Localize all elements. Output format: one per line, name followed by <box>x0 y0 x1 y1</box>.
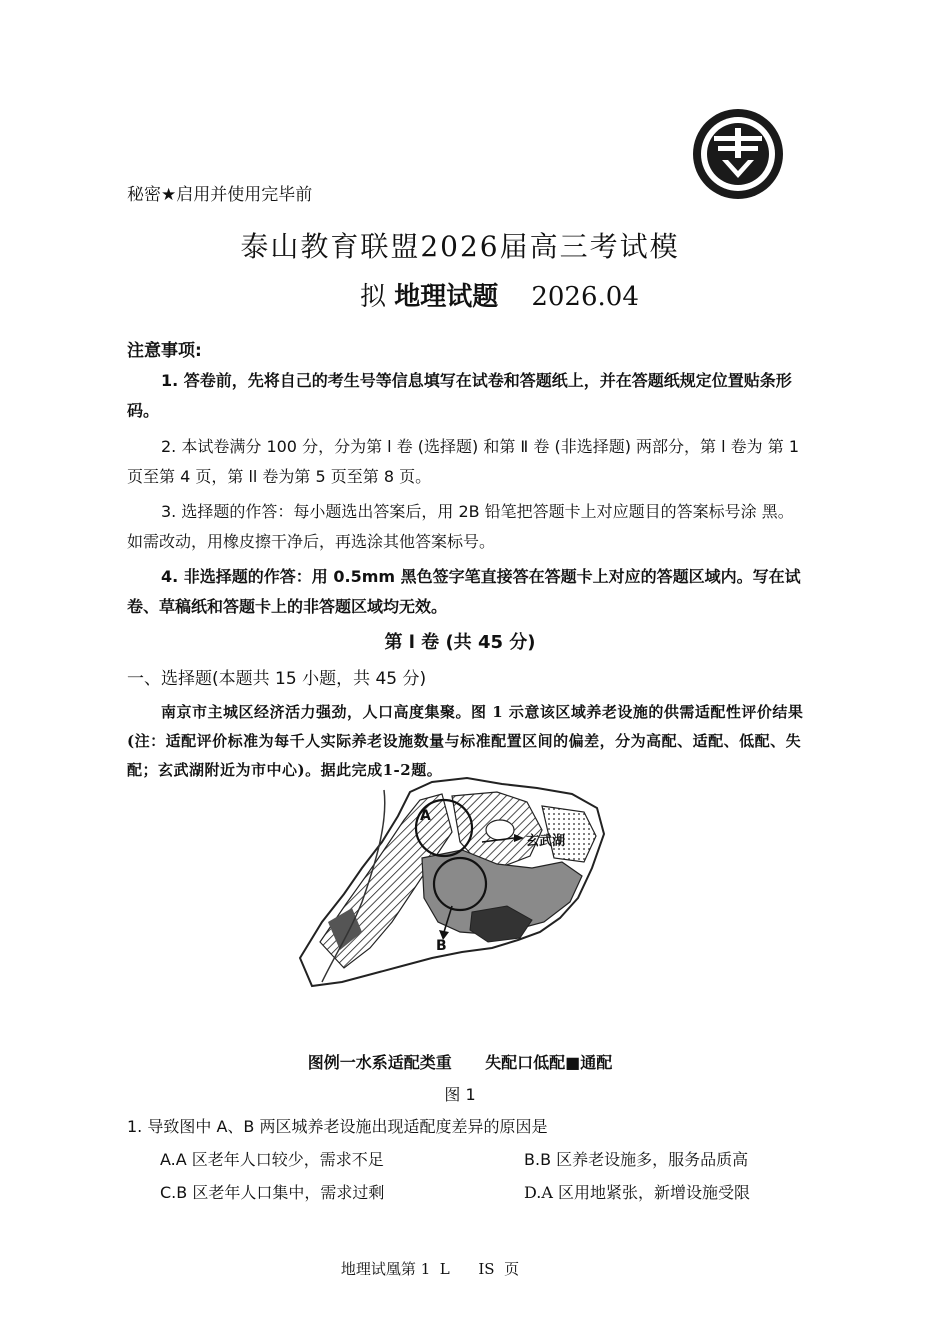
question-1-option-a: A.A 区老年人口较少，需求不足 <box>160 1150 384 1169</box>
page-footer: 地理试凰第 1 L IS 页 <box>340 1260 520 1278</box>
note-item-1: 1. 答卷前，先将自己的考生号等信息填写在试卷和答题纸上，并在答题纸规定位置贴条形码。 <box>127 371 792 420</box>
note-item-3: 3. 选择题的作答：每小题选出答案后，用 2B 铅笔把答题卡上对应题目的答案标号涂 黑。如需改动，用橡皮擦干净后，再选涂其他答案标号。 <box>127 502 794 551</box>
school-logo <box>692 108 784 200</box>
map-label-a: A <box>420 808 431 824</box>
title-prefix: 拟 <box>360 282 395 312</box>
confidential-label: 秘密★启用并使用完毕前 <box>127 185 313 205</box>
figure-caption: 图 1 <box>444 1085 476 1104</box>
question-1-option-b: B.B 区养老设施多，服务品质高 <box>524 1150 749 1169</box>
question-1-option-d: D.A 区用地紧张，新增设施受限 <box>524 1183 750 1202</box>
map-label-b: B <box>436 938 447 954</box>
subject-title: 地理试题 <box>394 282 499 312</box>
question-intro: 南京市主城区经济活力强劲，人口高度集聚。图 1 示意该区域养老设施的供需适配性评价结果(注：适配评价标准为每千人实际养老设施数量与标准配置区间的偏差，分为高配、适配、低配、失配；玄武湖附近为市中心)。据此完成1-2题。 <box>127 703 804 779</box>
map-label-lake: 玄武湖 <box>526 834 566 849</box>
part-heading: 第 l 卷 (共 45 分) <box>384 632 536 653</box>
nanjing-map-figure <box>292 772 610 994</box>
exam-date: 2026.04 <box>531 282 639 312</box>
note-item-2: 2. 本试卷满分 100 分，分为第 l 卷 (选择题) 和第 Ⅱ 卷 (非选择题) 两部分，第 l 卷为 第 1 页至第 4 页，第 ll 卷为第 5 页至第 8 页。 <box>127 437 800 486</box>
question-1-option-c: C.B 区老年人口集中，需求过剩 <box>160 1183 385 1202</box>
figure-legend: 图例一水系适配类重 失配口低配■通配 <box>307 1053 613 1072</box>
notes-heading: 注意事项: <box>127 341 202 361</box>
exam-title-line2 <box>360 276 639 313</box>
section-heading: 一、选择题(本题共 15 小题，共 45 分) <box>127 669 427 689</box>
note-item-4: 4. 非选择题的作答：用 0.5mm 黑色签字笔直接答在答题卡上对应的答题区域内。写在试卷、草稿纸和答题卡上的非答题区域均无效。 <box>127 567 801 616</box>
exam-title-line1: 泰山教育联盟2026届高三考试模 <box>240 230 680 263</box>
question-1-stem: 1. 导致图中 A、B 两区城养老设施出现适配度差异的原因是 <box>127 1117 548 1136</box>
